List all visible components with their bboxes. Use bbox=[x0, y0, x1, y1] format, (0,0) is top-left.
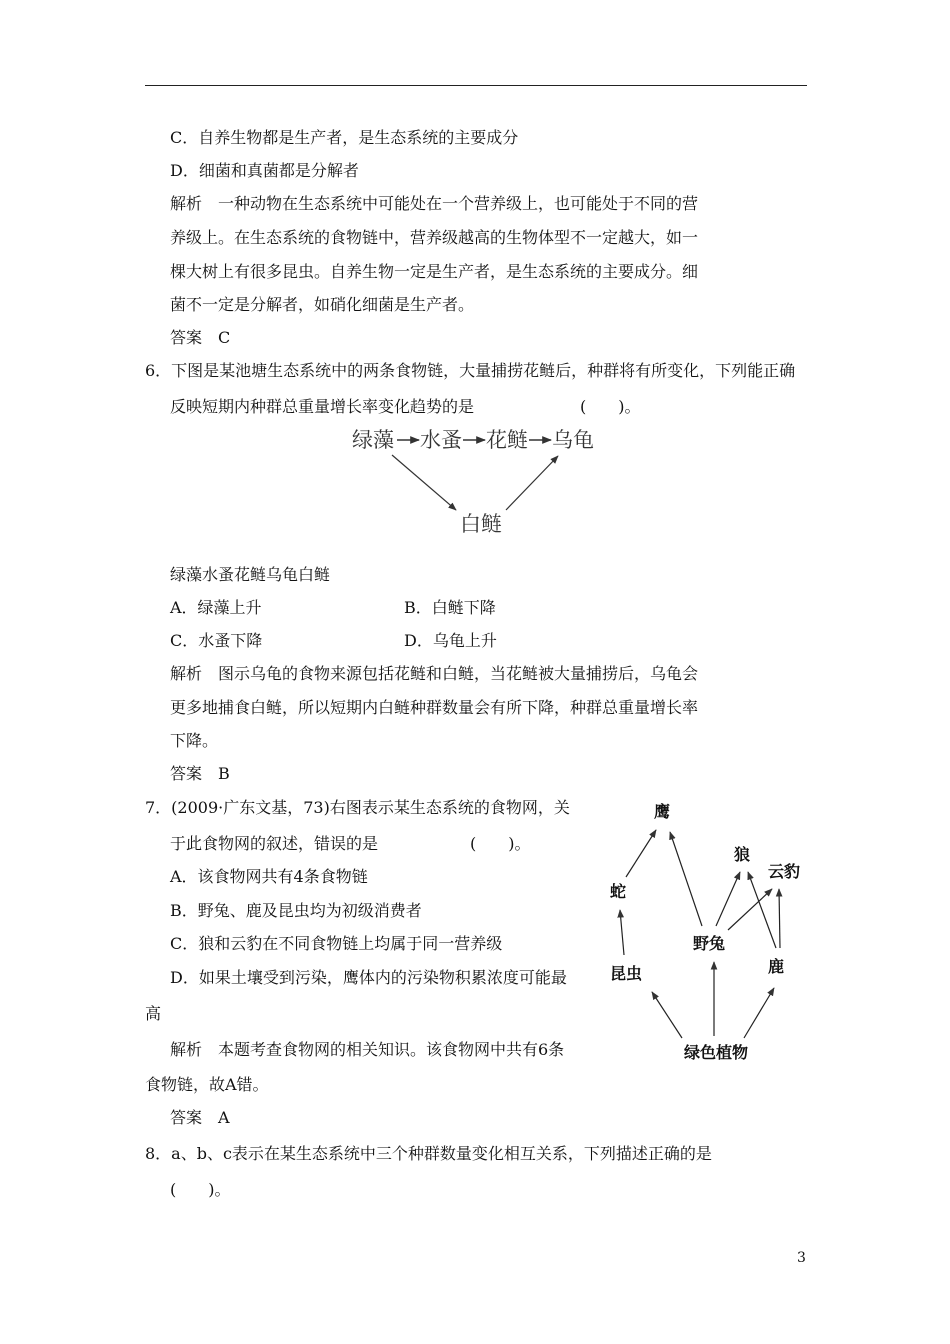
q7-option-d-line-2: 高 bbox=[145, 1004, 162, 1023]
q6-stem-line-2: 反映短期内种群总重量增长率变化趋势的是 bbox=[170, 397, 475, 416]
q5-option-d: D．细菌和真菌都是分解者 bbox=[170, 161, 359, 180]
q7-arrow-insect-to-snake bbox=[620, 910, 624, 955]
q7-option-a: A．该食物网共有4条食物链 bbox=[170, 867, 368, 886]
q6-node-silver-carp: 白鲢 bbox=[460, 512, 502, 536]
q7-arrow-snake-to-eagle bbox=[626, 830, 656, 877]
q6-arrow-algae-to-silver bbox=[392, 455, 456, 510]
q7-option-c: C．狼和云豹在不同食物链上均属于同一营养级 bbox=[170, 934, 503, 953]
q8-stem-line-2: ( )。 bbox=[170, 1180, 231, 1199]
q6-option-d: D．乌龟上升 bbox=[404, 631, 497, 650]
q7-web-snake: 蛇 bbox=[610, 882, 627, 901]
q5-analysis-line-1: 解析 一种动物在生态系统中可能处在一个营养级上，也可能处于不同的营 bbox=[170, 194, 699, 213]
q7-web-insect: 昆虫 bbox=[610, 964, 643, 983]
q7-analysis-line-2: 食物链，故A错。 bbox=[145, 1075, 269, 1094]
q7-arrow-plant-to-insect bbox=[652, 992, 682, 1038]
q5-analysis-line-3: 棵大树上有很多昆虫。自养生物一定是生产者，是生态系统的主要成分。细 bbox=[170, 262, 699, 281]
q5-analysis-line-2: 养级上。在生态系统的食物链中，营养级越高的生物体型不一定越大，如一 bbox=[170, 228, 699, 247]
q7-answer-blank: ( )。 bbox=[470, 834, 531, 853]
q6-node-bighead-carp: 花鲢 bbox=[486, 428, 528, 452]
q6-arrow-silver-to-turtle bbox=[506, 456, 558, 510]
page-number: 3 bbox=[797, 1250, 806, 1266]
q5-analysis-line-4: 菌不一定是分解者，如硝化细菌是生产者。 bbox=[170, 295, 475, 314]
q7-arrow-plant-to-deer bbox=[744, 988, 774, 1038]
q6-answer-blank: ( )。 bbox=[580, 397, 641, 416]
q7-web-deer: 鹿 bbox=[768, 957, 785, 976]
q6-option-b: B．白鲢下降 bbox=[404, 598, 496, 617]
q7-arrow-deer-to-leopard bbox=[779, 889, 780, 948]
q6-diagram-caption: 绿藻水蚤花鲢乌龟白鲢 bbox=[170, 565, 331, 584]
q6-analysis-line-3: 下降。 bbox=[170, 731, 219, 750]
q7-web-wolf: 狼 bbox=[734, 845, 751, 864]
q7-option-d-line-1: D．如果土壤受到污染，鹰体内的污染物积累浓度可能最 bbox=[170, 968, 567, 987]
q6-analysis-line-1: 解析 图示乌龟的食物来源包括花鲢和白鲢，当花鲢被大量捕捞后，乌龟会 bbox=[170, 664, 699, 683]
q7-stem-line-2: 于此食物网的叙述，错误的是 bbox=[170, 834, 379, 853]
q7-web-eagle: 鹰 bbox=[654, 802, 671, 821]
q6-node-green-algae: 绿藻 bbox=[352, 428, 394, 452]
q6-option-c: C．水蚤下降 bbox=[170, 631, 263, 650]
q7-web-leopard: 云豹 bbox=[768, 862, 801, 881]
q6-option-a: A．绿藻上升 bbox=[170, 598, 262, 617]
q7-arrow-deer-to-wolf bbox=[748, 872, 776, 948]
q6-node-water-flea: 水蚤 bbox=[420, 428, 462, 452]
q7-answer: 答案 A bbox=[170, 1108, 230, 1127]
q7-option-b: B．野兔、鹿及昆虫均为初级消费者 bbox=[170, 901, 422, 920]
q6-stem-line-1: 6．下图是某池塘生态系统中的两条食物链，大量捕捞花鲢后，种群将有所变化，下列能正确 bbox=[145, 361, 796, 380]
q7-stem-line-1: 7．(2009·广东文基，73)右图表示某生态系统的食物网，关 bbox=[145, 798, 570, 817]
q6-answer: 答案 B bbox=[170, 764, 230, 783]
q7-arrow-rabbit-to-wolf bbox=[716, 872, 740, 926]
q6-analysis-line-2: 更多地捕食白鲢，所以短期内白鲢种群数量会有所下降，种群总重量增长率 bbox=[170, 698, 699, 717]
q6-node-turtle: 乌龟 bbox=[552, 428, 594, 452]
q7-arrow-rabbit-to-leopard bbox=[728, 889, 772, 930]
q5-option-c: C．自养生物都是生产者，是生态系统的主要成分 bbox=[170, 128, 519, 147]
q7-analysis-line-1: 解析 本题考查食物网的相关知识。该食物网中共有6条 bbox=[170, 1040, 565, 1059]
q7-web-rabbit: 野兔 bbox=[693, 934, 726, 953]
q7-web-green-plant: 绿色植物 bbox=[684, 1043, 749, 1062]
q5-answer: 答案 C bbox=[170, 328, 231, 347]
q7-arrow-rabbit-to-eagle bbox=[670, 832, 702, 926]
q8-stem-line-1: 8．a、b、c表示在某生态系统中三个种群数量变化相互关系，下列描述正确的是 bbox=[145, 1144, 712, 1163]
